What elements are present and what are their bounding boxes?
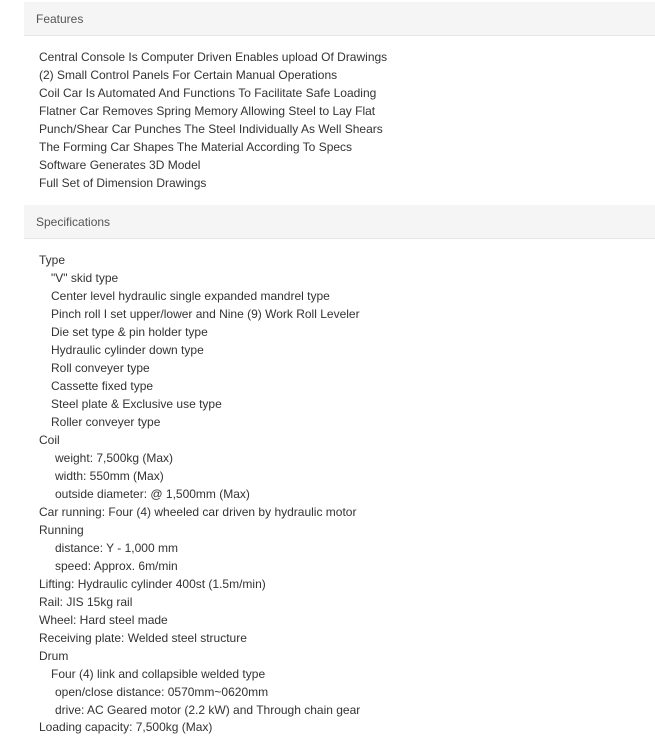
spec-line: Roll conveyer type — [51, 361, 150, 375]
spec-line: outside diameter: @ 1,500mm (Max) — [55, 487, 250, 501]
spec-line: Pinch roll I set upper/lower and Nine (9) Work Roll Leveler — [51, 307, 360, 321]
spec-line: Die set type & pin holder type — [51, 325, 208, 339]
features-section-header — [24, 2, 655, 36]
spec-line: weight: 7,500kg (Max) — [55, 451, 174, 465]
spec-line: Lifting: Hydraulic cylinder 400st (1.5m/min) — [39, 577, 266, 591]
spec-line: Cassette fixed type — [51, 379, 154, 393]
spec-heading-running: Running — [39, 523, 84, 537]
specifications-title: Specifications — [36, 215, 111, 229]
features-title: Features — [36, 12, 84, 26]
feature-item: Central Console Is Computer Driven Enables upload Of Drawings — [39, 50, 388, 64]
spec-heading-drum: Drum — [39, 649, 69, 663]
spec-line: Loading capacity: 7,500kg (Max) — [39, 720, 213, 734]
spec-line: Receiving plate: Welded steel structure — [39, 631, 247, 645]
feature-item: Punch/Shear Car Punches The Steel Individually As Well Shears — [39, 122, 383, 136]
spec-line: open/close distance: 0570mm~0620mm — [55, 685, 269, 699]
spec-line: Rail: JIS 15kg rail — [39, 595, 133, 609]
spec-line: Steel plate & Exclusive use type — [51, 397, 222, 411]
feature-item: (2) Small Control Panels For Certain Manual Operations — [39, 68, 338, 82]
spec-heading-type: Type — [39, 253, 66, 267]
feature-item: Software Generates 3D Model — [39, 158, 201, 172]
feature-item: Full Set of Dimension Drawings — [39, 176, 207, 190]
spec-line: Wheel: Hard steel made — [39, 613, 168, 627]
spec-line: Four (4) link and collapsible welded type — [51, 667, 266, 681]
spec-line: Roller conveyer type — [51, 415, 161, 429]
feature-item: Coil Car Is Automated And Functions To Facilitate Safe Loading — [39, 86, 377, 100]
specifications-section-header — [24, 205, 655, 239]
spec-line: Car running: Four (4) wheeled car driven by hydraulic motor — [39, 505, 357, 519]
spec-line: distance: Y - 1,000 mm — [55, 541, 178, 555]
spec-line: "V" skid type — [51, 271, 119, 285]
spec-line: width: 550mm (Max) — [55, 469, 164, 483]
feature-item: Flatner Car Removes Spring Memory Allowing Steel to Lay Flat — [39, 104, 376, 118]
spec-heading-coil: Coil — [39, 433, 60, 447]
spec-line: drive: AC Geared motor (2.2 kW) and Through chain gear — [55, 703, 361, 717]
spec-line: Hydraulic cylinder down type — [51, 343, 204, 357]
spec-line: Center level hydraulic single expanded mandrel type — [51, 289, 330, 303]
spec-line: speed: Approx. 6m/min — [55, 559, 178, 573]
feature-item: The Forming Car Shapes The Material According To Specs — [39, 140, 353, 154]
